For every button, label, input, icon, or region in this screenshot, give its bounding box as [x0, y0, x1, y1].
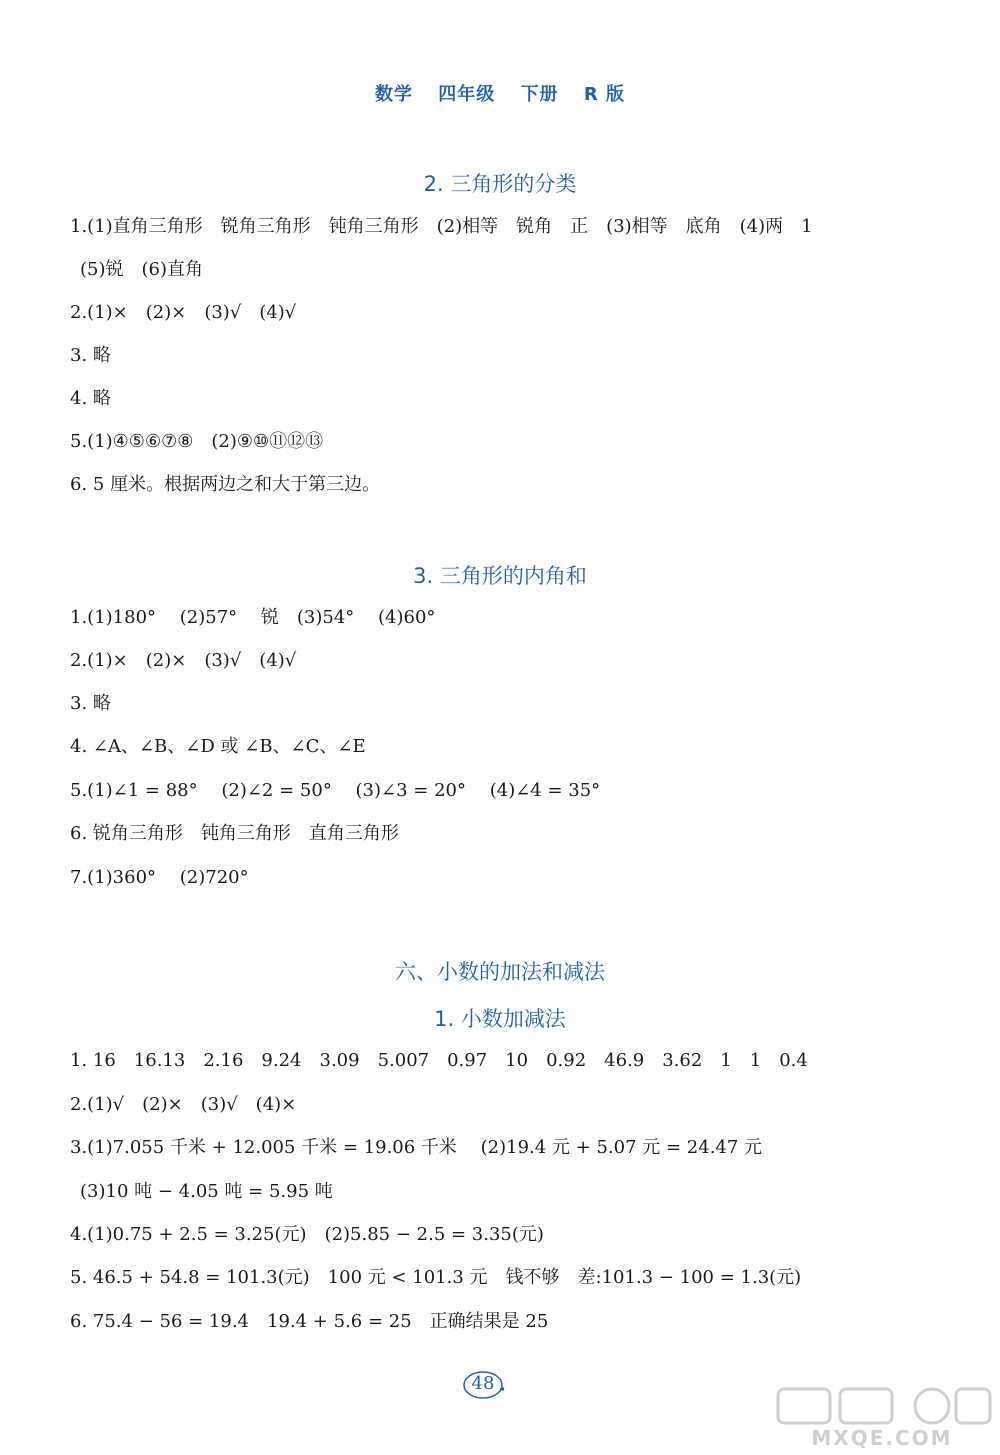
answer-line: 6. 75.4 − 56 = 19.4 19.4 + 5.6 = 25 正确结果是 25	[70, 1311, 549, 1332]
answer-line: 3. 略	[70, 345, 111, 366]
header-edition: R 版	[583, 84, 625, 105]
header-volume: 下册	[520, 84, 559, 105]
answer-line: 4. ∠A、∠B、∠D 或 ∠B、∠C、∠E	[70, 736, 366, 757]
watermark-logo-icon	[770, 1385, 995, 1450]
answer-line: 2.(1)√ (2)× (3)√ (4)×	[70, 1094, 297, 1115]
answer-line: 6. 5 厘米。根据两边之和大于第三边。	[70, 474, 381, 495]
watermark-text: MXQE.COM	[811, 1426, 953, 1450]
answer-line: 7.(1)360° (2)720°	[70, 867, 249, 888]
section-title-triangle-angle-sum: 3. 三角形的内角和	[413, 564, 587, 588]
section-title-triangle-classification: 2. 三角形的分类	[423, 172, 577, 196]
page-number: 48	[471, 1373, 495, 1394]
answer-line: 4.(1)0.75 + 2.5 = 3.25(元) (2)5.85 − 2.5 = 3.35(元)	[70, 1224, 544, 1245]
answer-line: (3)10 吨 − 4.05 吨 = 5.95 吨	[80, 1181, 333, 1202]
header-grade: 四年级	[438, 84, 496, 105]
header-subject: 数学	[375, 84, 413, 105]
answer-line: 1. 16 16.13 2.16 9.24 3.09 5.007 0.97 10 0.92 46.9 3.62 1 1 0.4	[70, 1050, 808, 1071]
answer-line: 2.(1)× (2)× (3)√ (4)√	[70, 650, 297, 671]
answer-line: 3. 略	[70, 693, 111, 714]
answer-line: 1.(1)180° (2)57° 锐 (3)54° (4)60°	[70, 607, 436, 628]
answer-line: 1.(1)直角三角形 锐角三角形 钝角三角形 (2)相等 锐角 正 (3)相等 底角 (4)两 1	[70, 216, 813, 237]
answer-line: 6. 锐角三角形 钝角三角形 直角三角形	[70, 823, 399, 844]
answer-line: 5. 46.5 + 54.8 = 101.3(元) 100 元 < 101.3 元 钱不够 差:101.3 − 100 = 1.3(元)	[70, 1267, 802, 1288]
answer-line: 4. 略	[70, 388, 111, 409]
answer-line: (5)锐 (6)直角	[80, 259, 203, 280]
answer-line: 5.(1)∠1 = 88° (2)∠2 = 50° (3)∠3 = 20° (4)∠4 = 35°	[70, 780, 601, 801]
page-header	[0, 80, 1000, 106]
answer-line: 3.(1)7.055 千米 + 12.005 千米 = 19.06 千米 (2)19.4 元 + 5.07 元 = 24.47 元	[70, 1137, 763, 1158]
answer-line: 5.(1)④⑤⑥⑦⑧ (2)⑨⑩⑪⑫⑬	[70, 431, 324, 452]
chapter-title: 六、小数的加法和减法	[395, 960, 605, 984]
section-title-decimal-add-subtract: 1. 小数加减法	[434, 1007, 566, 1031]
answer-line: 2.(1)× (2)× (3)√ (4)√	[70, 302, 297, 323]
